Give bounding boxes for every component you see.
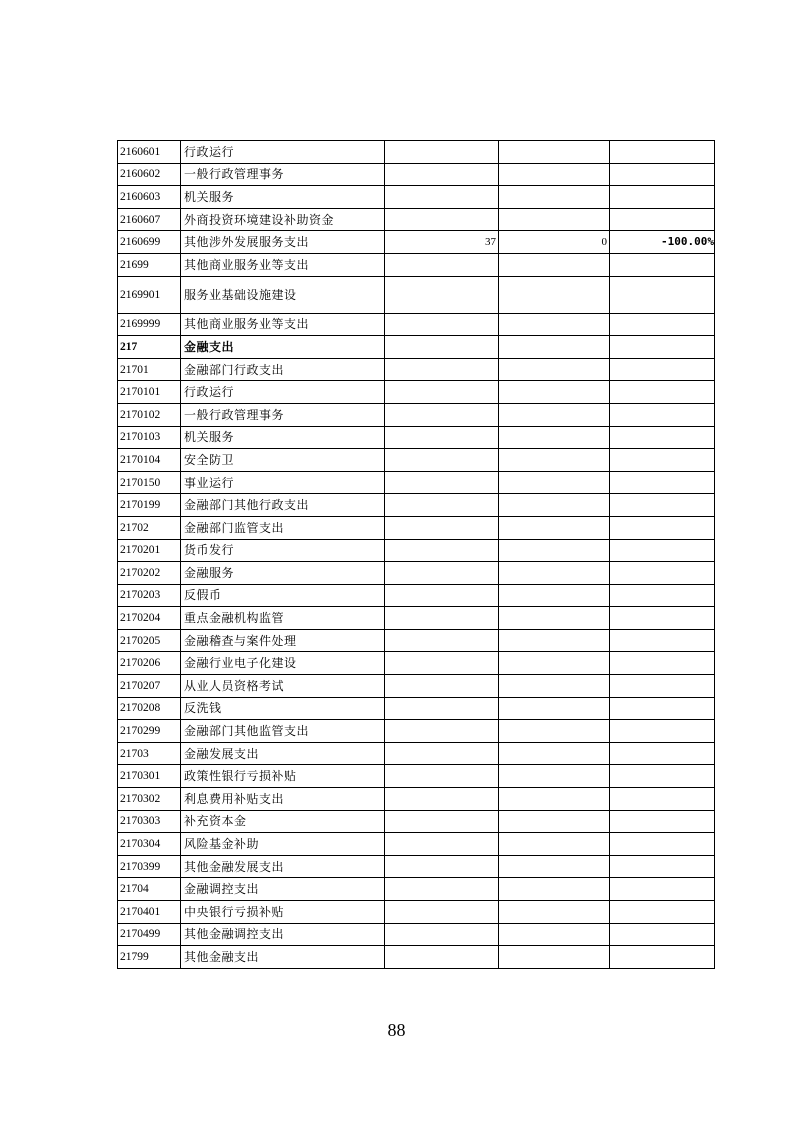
table-row bbox=[118, 720, 715, 743]
table-row bbox=[118, 358, 715, 381]
name-cell: 金融部门监管支出 bbox=[181, 516, 385, 539]
table-row bbox=[118, 539, 715, 562]
value-cell-2 bbox=[499, 449, 610, 472]
value-cell-2 bbox=[499, 276, 610, 313]
table-row bbox=[118, 765, 715, 788]
change-percent-cell bbox=[610, 516, 715, 539]
value-cell-1 bbox=[385, 494, 499, 517]
name-cell: 反洗钱 bbox=[181, 697, 385, 720]
code-cell: 21701 bbox=[118, 358, 181, 381]
value-cell-2 bbox=[499, 186, 610, 209]
code-cell: 21703 bbox=[118, 742, 181, 765]
value-cell-1 bbox=[385, 833, 499, 856]
code-cell: 2170399 bbox=[118, 855, 181, 878]
name-cell: 事业运行 bbox=[181, 471, 385, 494]
change-percent-cell bbox=[610, 449, 715, 472]
table-row bbox=[118, 381, 715, 404]
name-cell: 其他金融调控支出 bbox=[181, 923, 385, 946]
value-cell-2 bbox=[499, 901, 610, 924]
value-cell-1 bbox=[385, 539, 499, 562]
value-cell-2 bbox=[499, 336, 610, 359]
table-row bbox=[118, 336, 715, 359]
name-cell: 反假币 bbox=[181, 584, 385, 607]
change-percent-cell bbox=[610, 901, 715, 924]
change-percent-cell bbox=[610, 208, 715, 231]
code-cell: 2170201 bbox=[118, 539, 181, 562]
value-cell-2 bbox=[499, 313, 610, 336]
table-row bbox=[118, 313, 715, 336]
value-cell-2 bbox=[499, 584, 610, 607]
table-row bbox=[118, 855, 715, 878]
table-body bbox=[118, 141, 715, 969]
code-cell: 21704 bbox=[118, 878, 181, 901]
name-cell: 其他金融支出 bbox=[181, 946, 385, 969]
budget-table bbox=[117, 140, 715, 969]
value-cell-2 bbox=[499, 471, 610, 494]
name-cell: 金融支出 bbox=[181, 336, 385, 359]
value-cell-2 bbox=[499, 426, 610, 449]
code-cell: 2170304 bbox=[118, 833, 181, 856]
value-cell-2 bbox=[499, 208, 610, 231]
name-cell: 金融发展支出 bbox=[181, 742, 385, 765]
value-cell-1 bbox=[385, 276, 499, 313]
table-row bbox=[118, 584, 715, 607]
value-cell-1 bbox=[385, 923, 499, 946]
value-cell-2 bbox=[499, 381, 610, 404]
name-cell: 其他涉外发展服务支出 bbox=[181, 231, 385, 254]
table-row bbox=[118, 788, 715, 811]
table-row bbox=[118, 629, 715, 652]
value-cell-2 bbox=[499, 163, 610, 186]
code-cell: 2160602 bbox=[118, 163, 181, 186]
change-percent-cell bbox=[610, 810, 715, 833]
value-cell-1 bbox=[385, 742, 499, 765]
value-cell-2 bbox=[499, 765, 610, 788]
name-cell: 政策性银行亏损补贴 bbox=[181, 765, 385, 788]
code-cell: 2170207 bbox=[118, 675, 181, 698]
name-cell: 金融行业电子化建设 bbox=[181, 652, 385, 675]
table-row bbox=[118, 403, 715, 426]
change-percent-cell bbox=[610, 765, 715, 788]
code-cell: 2170104 bbox=[118, 449, 181, 472]
value-cell-1 bbox=[385, 253, 499, 276]
value-cell-1 bbox=[385, 607, 499, 630]
code-cell: 2170302 bbox=[118, 788, 181, 811]
change-percent-cell bbox=[610, 742, 715, 765]
code-cell: 217 bbox=[118, 336, 181, 359]
value-cell-1 bbox=[385, 629, 499, 652]
code-cell: 2170205 bbox=[118, 629, 181, 652]
table-row bbox=[118, 208, 715, 231]
change-percent-cell bbox=[610, 163, 715, 186]
name-cell: 其他金融发展支出 bbox=[181, 855, 385, 878]
code-cell: 2160603 bbox=[118, 186, 181, 209]
table-row bbox=[118, 675, 715, 698]
change-percent-cell bbox=[610, 358, 715, 381]
name-cell: 金融稽查与案件处理 bbox=[181, 629, 385, 652]
value-cell-2 bbox=[499, 403, 610, 426]
table-row bbox=[118, 901, 715, 924]
value-cell-1 bbox=[385, 208, 499, 231]
name-cell: 外商投资环境建设补助资金 bbox=[181, 208, 385, 231]
code-cell: 2170150 bbox=[118, 471, 181, 494]
value-cell-1 bbox=[385, 141, 499, 164]
value-cell-1 bbox=[385, 426, 499, 449]
value-cell-2 bbox=[499, 788, 610, 811]
change-percent-cell bbox=[610, 426, 715, 449]
table-row bbox=[118, 810, 715, 833]
code-cell: 2170102 bbox=[118, 403, 181, 426]
name-cell: 金融服务 bbox=[181, 562, 385, 585]
change-percent-cell bbox=[610, 336, 715, 359]
name-cell: 金融调控支出 bbox=[181, 878, 385, 901]
page-number: 88 bbox=[387, 1020, 406, 1040]
change-percent-cell bbox=[610, 697, 715, 720]
table-row bbox=[118, 562, 715, 585]
value-cell-1 bbox=[385, 381, 499, 404]
value-cell-2 bbox=[499, 810, 610, 833]
code-cell: 2170103 bbox=[118, 426, 181, 449]
table-row bbox=[118, 742, 715, 765]
code-cell: 2170203 bbox=[118, 584, 181, 607]
name-cell: 一般行政管理事务 bbox=[181, 163, 385, 186]
table-row bbox=[118, 946, 715, 969]
name-cell: 安全防卫 bbox=[181, 449, 385, 472]
value-cell-2 bbox=[499, 878, 610, 901]
value-cell-1: 37 bbox=[385, 231, 499, 254]
change-percent-cell bbox=[610, 562, 715, 585]
table-row bbox=[118, 163, 715, 186]
value-cell-1 bbox=[385, 516, 499, 539]
name-cell: 中央银行亏损补贴 bbox=[181, 901, 385, 924]
change-percent-cell bbox=[610, 494, 715, 517]
code-cell: 2170199 bbox=[118, 494, 181, 517]
name-cell: 金融部门行政支出 bbox=[181, 358, 385, 381]
value-cell-1 bbox=[385, 788, 499, 811]
code-cell: 2170204 bbox=[118, 607, 181, 630]
name-cell: 服务业基础设施建设 bbox=[181, 276, 385, 313]
value-cell-1 bbox=[385, 584, 499, 607]
code-cell: 2170401 bbox=[118, 901, 181, 924]
change-percent-cell: -100.00% bbox=[610, 231, 715, 254]
name-cell: 一般行政管理事务 bbox=[181, 403, 385, 426]
value-cell-2 bbox=[499, 946, 610, 969]
value-cell-2 bbox=[499, 629, 610, 652]
value-cell-1 bbox=[385, 313, 499, 336]
value-cell-2 bbox=[499, 607, 610, 630]
value-cell-1 bbox=[385, 652, 499, 675]
change-percent-cell bbox=[610, 584, 715, 607]
name-cell: 其他商业服务业等支出 bbox=[181, 253, 385, 276]
code-cell: 2170499 bbox=[118, 923, 181, 946]
value-cell-2 bbox=[499, 562, 610, 585]
table-row bbox=[118, 276, 715, 313]
name-cell: 行政运行 bbox=[181, 141, 385, 164]
value-cell-2 bbox=[499, 358, 610, 381]
name-cell: 金融部门其他监管支出 bbox=[181, 720, 385, 743]
name-cell: 金融部门其他行政支出 bbox=[181, 494, 385, 517]
change-percent-cell bbox=[610, 946, 715, 969]
code-cell: 2170303 bbox=[118, 810, 181, 833]
value-cell-2: 0 bbox=[499, 231, 610, 254]
change-percent-cell bbox=[610, 471, 715, 494]
code-cell: 21702 bbox=[118, 516, 181, 539]
value-cell-1 bbox=[385, 720, 499, 743]
table-row bbox=[118, 516, 715, 539]
table-row bbox=[118, 878, 715, 901]
table-row bbox=[118, 231, 715, 254]
value-cell-1 bbox=[385, 855, 499, 878]
table-row bbox=[118, 141, 715, 164]
name-cell: 重点金融机构监管 bbox=[181, 607, 385, 630]
change-percent-cell bbox=[610, 878, 715, 901]
table-row bbox=[118, 923, 715, 946]
name-cell: 从业人员资格考试 bbox=[181, 675, 385, 698]
table-row bbox=[118, 494, 715, 517]
code-cell: 2170101 bbox=[118, 381, 181, 404]
change-percent-cell bbox=[610, 652, 715, 675]
table-row bbox=[118, 186, 715, 209]
change-percent-cell bbox=[610, 539, 715, 562]
value-cell-2 bbox=[499, 652, 610, 675]
value-cell-1 bbox=[385, 697, 499, 720]
change-percent-cell bbox=[610, 276, 715, 313]
value-cell-1 bbox=[385, 878, 499, 901]
code-cell: 2170202 bbox=[118, 562, 181, 585]
change-percent-cell bbox=[610, 675, 715, 698]
code-cell: 2160699 bbox=[118, 231, 181, 254]
name-cell: 机关服务 bbox=[181, 186, 385, 209]
table-row bbox=[118, 471, 715, 494]
table-row bbox=[118, 697, 715, 720]
value-cell-1 bbox=[385, 336, 499, 359]
value-cell-2 bbox=[499, 675, 610, 698]
change-percent-cell bbox=[610, 403, 715, 426]
table-row bbox=[118, 652, 715, 675]
change-percent-cell bbox=[610, 141, 715, 164]
change-percent-cell bbox=[610, 833, 715, 856]
name-cell: 货币发行 bbox=[181, 539, 385, 562]
value-cell-2 bbox=[499, 720, 610, 743]
name-cell: 风险基金补助 bbox=[181, 833, 385, 856]
change-percent-cell bbox=[610, 381, 715, 404]
name-cell: 利息费用补贴支出 bbox=[181, 788, 385, 811]
value-cell-1 bbox=[385, 403, 499, 426]
value-cell-1 bbox=[385, 946, 499, 969]
change-percent-cell bbox=[610, 720, 715, 743]
value-cell-1 bbox=[385, 675, 499, 698]
value-cell-2 bbox=[499, 516, 610, 539]
value-cell-2 bbox=[499, 923, 610, 946]
table-row bbox=[118, 426, 715, 449]
code-cell: 2169901 bbox=[118, 276, 181, 313]
code-cell: 2160601 bbox=[118, 141, 181, 164]
value-cell-1 bbox=[385, 471, 499, 494]
code-cell: 2160607 bbox=[118, 208, 181, 231]
value-cell-2 bbox=[499, 855, 610, 878]
change-percent-cell bbox=[610, 313, 715, 336]
code-cell: 2170301 bbox=[118, 765, 181, 788]
change-percent-cell bbox=[610, 855, 715, 878]
value-cell-2 bbox=[499, 494, 610, 517]
code-cell: 2170208 bbox=[118, 697, 181, 720]
code-cell: 2169999 bbox=[118, 313, 181, 336]
table-row bbox=[118, 449, 715, 472]
value-cell-1 bbox=[385, 901, 499, 924]
value-cell-1 bbox=[385, 562, 499, 585]
code-cell: 21699 bbox=[118, 253, 181, 276]
code-cell: 2170206 bbox=[118, 652, 181, 675]
code-cell: 2170299 bbox=[118, 720, 181, 743]
value-cell-1 bbox=[385, 765, 499, 788]
table-row bbox=[118, 253, 715, 276]
name-cell: 补充资本金 bbox=[181, 810, 385, 833]
value-cell-2 bbox=[499, 539, 610, 562]
value-cell-1 bbox=[385, 186, 499, 209]
change-percent-cell bbox=[610, 253, 715, 276]
name-cell: 行政运行 bbox=[181, 381, 385, 404]
table-row bbox=[118, 833, 715, 856]
change-percent-cell bbox=[610, 923, 715, 946]
name-cell: 机关服务 bbox=[181, 426, 385, 449]
value-cell-1 bbox=[385, 163, 499, 186]
value-cell-2 bbox=[499, 697, 610, 720]
value-cell-1 bbox=[385, 358, 499, 381]
table-row bbox=[118, 607, 715, 630]
change-percent-cell bbox=[610, 607, 715, 630]
change-percent-cell bbox=[610, 629, 715, 652]
value-cell-1 bbox=[385, 449, 499, 472]
value-cell-2 bbox=[499, 253, 610, 276]
value-cell-2 bbox=[499, 742, 610, 765]
code-cell: 21799 bbox=[118, 946, 181, 969]
value-cell-1 bbox=[385, 810, 499, 833]
change-percent-cell bbox=[610, 788, 715, 811]
value-cell-2 bbox=[499, 141, 610, 164]
value-cell-2 bbox=[499, 833, 610, 856]
name-cell: 其他商业服务业等支出 bbox=[181, 313, 385, 336]
change-percent-cell bbox=[610, 186, 715, 209]
